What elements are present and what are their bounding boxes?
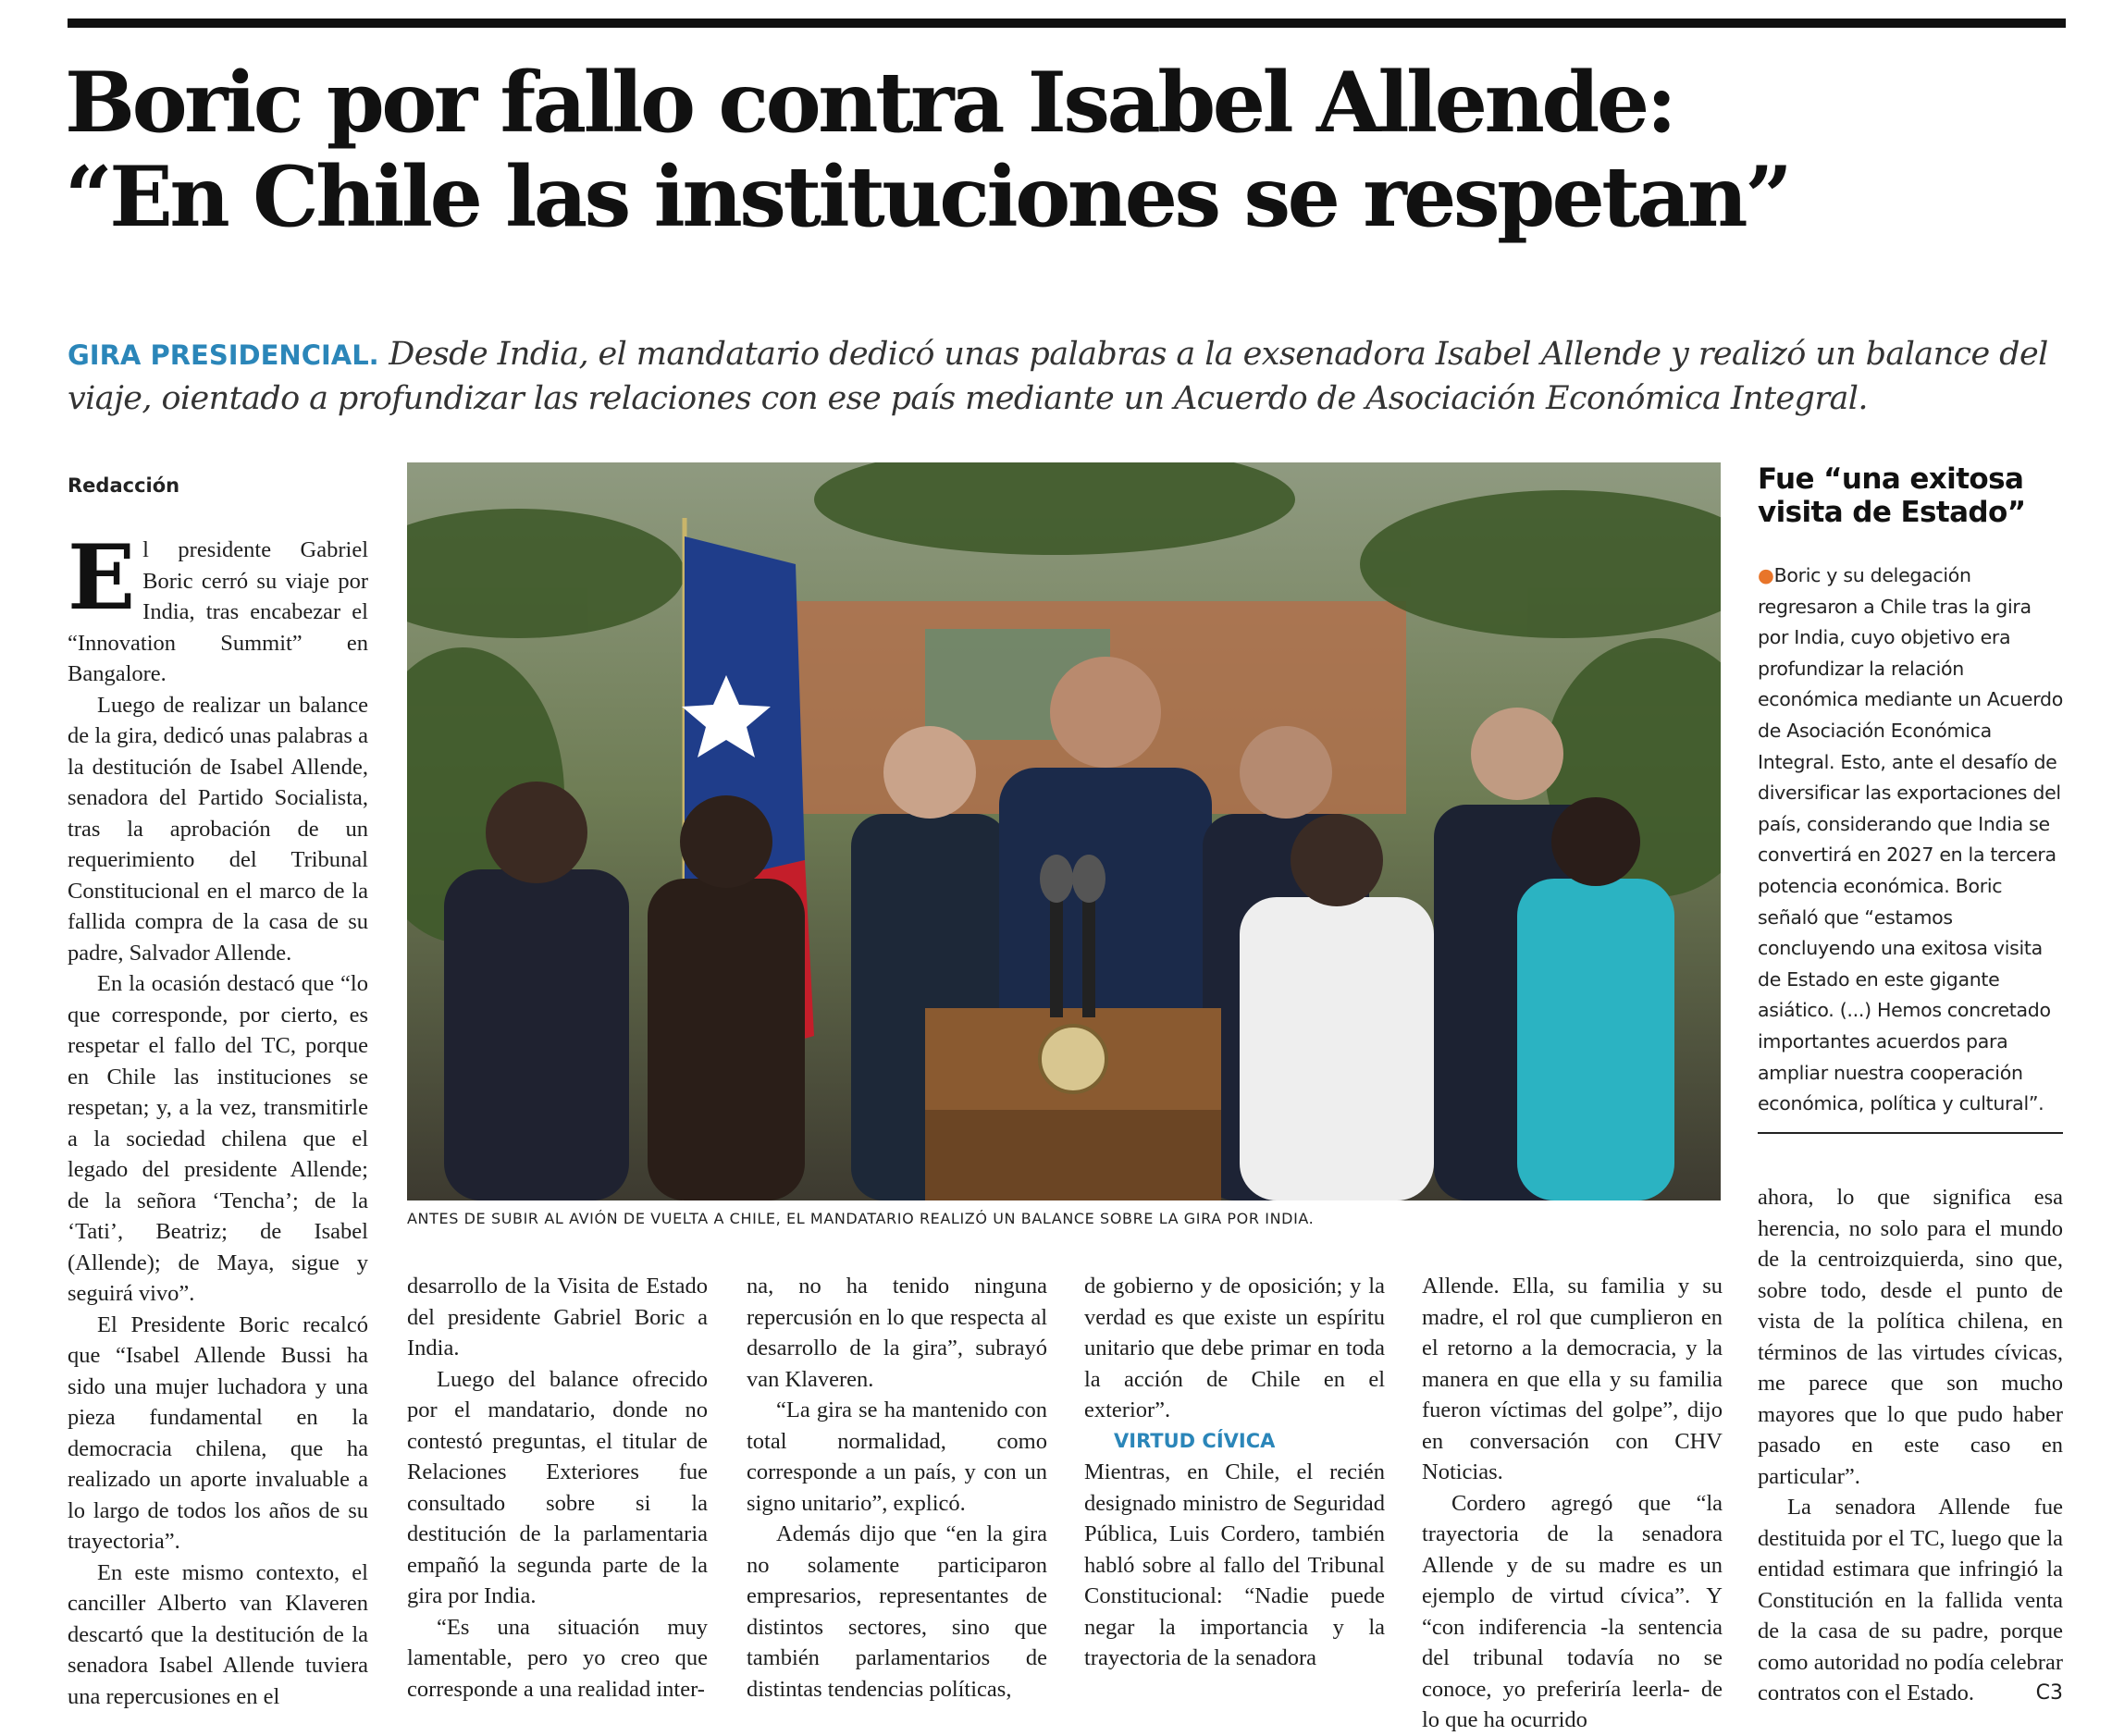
paragraph: En este mismo contexto, el canciller Alberto van Klaveren descartó que la destitución de la senadora Isabel Allende tuviera una repercusiones en el	[68, 1559, 368, 1709]
byline: Redacción	[68, 474, 180, 497]
microphone-stand-right	[1082, 888, 1095, 1017]
end-mark: C3	[2035, 1681, 2063, 1705]
paragraph: de gobierno y de oposición; y la verdad es que existe un espíritu unitario que debe primar en toda la acción de Chile en el exterior”.	[1084, 1274, 1385, 1422]
paragraph: na, no ha tenido ninguna repercusión en lo que respecta al desarrollo de la gira”, subrayó van Klaveren.	[747, 1274, 1047, 1392]
headline	[65, 55, 2081, 244]
paragraph: El presidente Gabriel Boric cerró su viaje por India, tras encabezar el “Innovation Summit” en Bangalore.	[68, 525, 368, 686]
headline-line-2: “En Chile las instituciones se respetan”	[65, 148, 1790, 246]
paragraph: desarrollo de la Visita de Estado del presidente Gabriel Boric a India.	[407, 1274, 708, 1360]
deck-kicker: GIRA PRESIDENCIAL.	[68, 339, 379, 371]
paragraph: El Presidente Boric recalcó que “Isabel Allende Bussi ha sido una mujer luchadora y una pieza fundamental en la democracia chilena, que ha realizado un aporte invaluable a lo largo de todos los años de su trayectoria”.	[68, 1311, 368, 1554]
paragraph: ahora, lo que significa esa herencia, no solo para el mundo de la centroizquierda, sino que, sobre todo, desde el punto de vista de la política chilena, en términos de las virtudes cívicas, me parece que son mucho mayores que lo que pudo haber pasado en este caso en particular”.	[1758, 1185, 2063, 1489]
dropcap: E	[68, 525, 136, 630]
article-column-5	[1422, 1271, 1723, 1736]
deck	[68, 333, 2066, 421]
paragraph: “Es una situación muy lamentable, pero yo creo que corresponde a una realidad inter-	[407, 1614, 708, 1702]
article-photo	[407, 462, 1721, 1200]
paragraph: Luego de realizar un balance de la gira, dedicó unas palabras a la destitución de Isabel Allende, senadora del Partido Socialista, tras la aprobación de un requerimiento del Tribunal Constitucional en el marco de la fallida compra de la casa de su padre, Salvador Allende.	[68, 692, 368, 966]
microphone-left	[1040, 855, 1073, 903]
paragraph: Además dijo que “en la gira no solamente participaron empresarios, representantes de distintos sectores, sino que también parlamentarios de distintas tendencias políticas,	[747, 1521, 1047, 1702]
microphone-right	[1072, 855, 1105, 903]
podium-base	[925, 1110, 1221, 1200]
article-column-6	[1758, 1182, 2063, 1709]
paragraph: Luego del balance ofrecido por el mandatario, donde no contestó preguntas, el titular de Relaciones Exteriores fue consultado sobre si la destitución de la parlamentaria empañó la segunda parte de la gira por India.	[407, 1366, 708, 1608]
bullet-icon: ●	[1758, 564, 1774, 586]
sidebar-rule	[1758, 1132, 2063, 1134]
sidebar-title: Fue “una exitosa visita de Estado”	[1758, 462, 2026, 529]
article-column-2	[407, 1271, 708, 1705]
microphone-stand-left	[1050, 888, 1063, 1017]
photo-illustration	[407, 462, 1721, 1200]
article-column-1	[68, 525, 368, 1712]
paragraph: Allende. Ella, su familia y su madre, el rol que cumplieron en el retorno a la democracia, y la manera en que ella y su familia fueron víctimas del golpe”, dijo en conversación con CHV Noticias.	[1422, 1274, 1723, 1484]
article-column-3	[747, 1271, 1047, 1705]
sidebar-body	[1758, 560, 2063, 1120]
paragraph: “La gira se ha mantenido con total normalidad, como corresponde a un país, y con un signo unitario”, explicó.	[747, 1397, 1047, 1516]
photo-caption: ANTES DE SUBIR AL AVIÓN DE VUELTA A CHILE, EL MANDATARIO REALIZÓ UN BALANCE SOBRE LA GIRA POR INDIA.	[407, 1210, 1315, 1227]
podium-seal	[1040, 1026, 1106, 1092]
paragraph: Mientras, en Chile, el recién designado ministro de Seguridad Pública, Luis Cordero, también habló sobre al fallo del Tribunal Constitucional: “Nadie puede negar la importancia y la trayectoria de la senadora	[1084, 1459, 1385, 1670]
paragraph: La senadora Allende fue destituida por el TC, luego que la entidad estimara que infringió la Constitución en la fallida venta de la casa de su padre, porque como autoridad no podía celebrar contratos con el Estado. C3	[1758, 1492, 2063, 1709]
article-column-4	[1084, 1271, 1385, 1674]
paragraph: En la ocasión destacó que “lo que corresponde, por cierto, es respetar el fallo del TC, porque en Chile las instituciones se respetan; y, a la vez, transmitirle a la sociedad chilena que el legado del presidente Allende; de la señora ‘Tencha’; de la ‘Tati’, Beatriz; de Isabel (Allende); de Maya, sigue y seguirá vivo”.	[68, 971, 368, 1306]
headline-line-1: Boric por fallo contra Isabel Allende:	[65, 54, 1674, 152]
deck-text: Desde India, el mandatario dedicó unas palabras a la exsenadora Isabel Allende y realizó un balance del viaje, oientado a profundizar las relaciones con ese país mediante un Acuerdo de Asociación Económica Integral.	[68, 336, 2048, 417]
sidebar-text: Boric y su delegación regresaron a Chile tras la gira por India, cuyo objetivo era profundizar la relación económica mediante un Acuerdo de Asociación Económica Integral. Esto, ante el desafío de diversificar las exportaciones del país, considerando que India se convertirá en 2027 en la tercera potencia económica. Boric señaló que “estamos concluyendo una exitosa visita de Estado en este gigante asiático. (...) Hemos concretado importantes acuerdos para ampliar nuestra cooperación económica, política y cultural”.	[1758, 564, 2063, 1115]
paragraph: Cordero agregó que “la trayectoria de la senadora Allende y de su madre es un ejemplo de virtud cívica”. Y “con indiferencia -la sentencia del tribunal todavía no se conoce, yo preferiría leerla- de lo que ha ocurrido	[1422, 1490, 1723, 1732]
top-rule	[68, 18, 2066, 28]
subhead-virtud-civica: VIRTUD CÍVICA	[1114, 1429, 1276, 1452]
